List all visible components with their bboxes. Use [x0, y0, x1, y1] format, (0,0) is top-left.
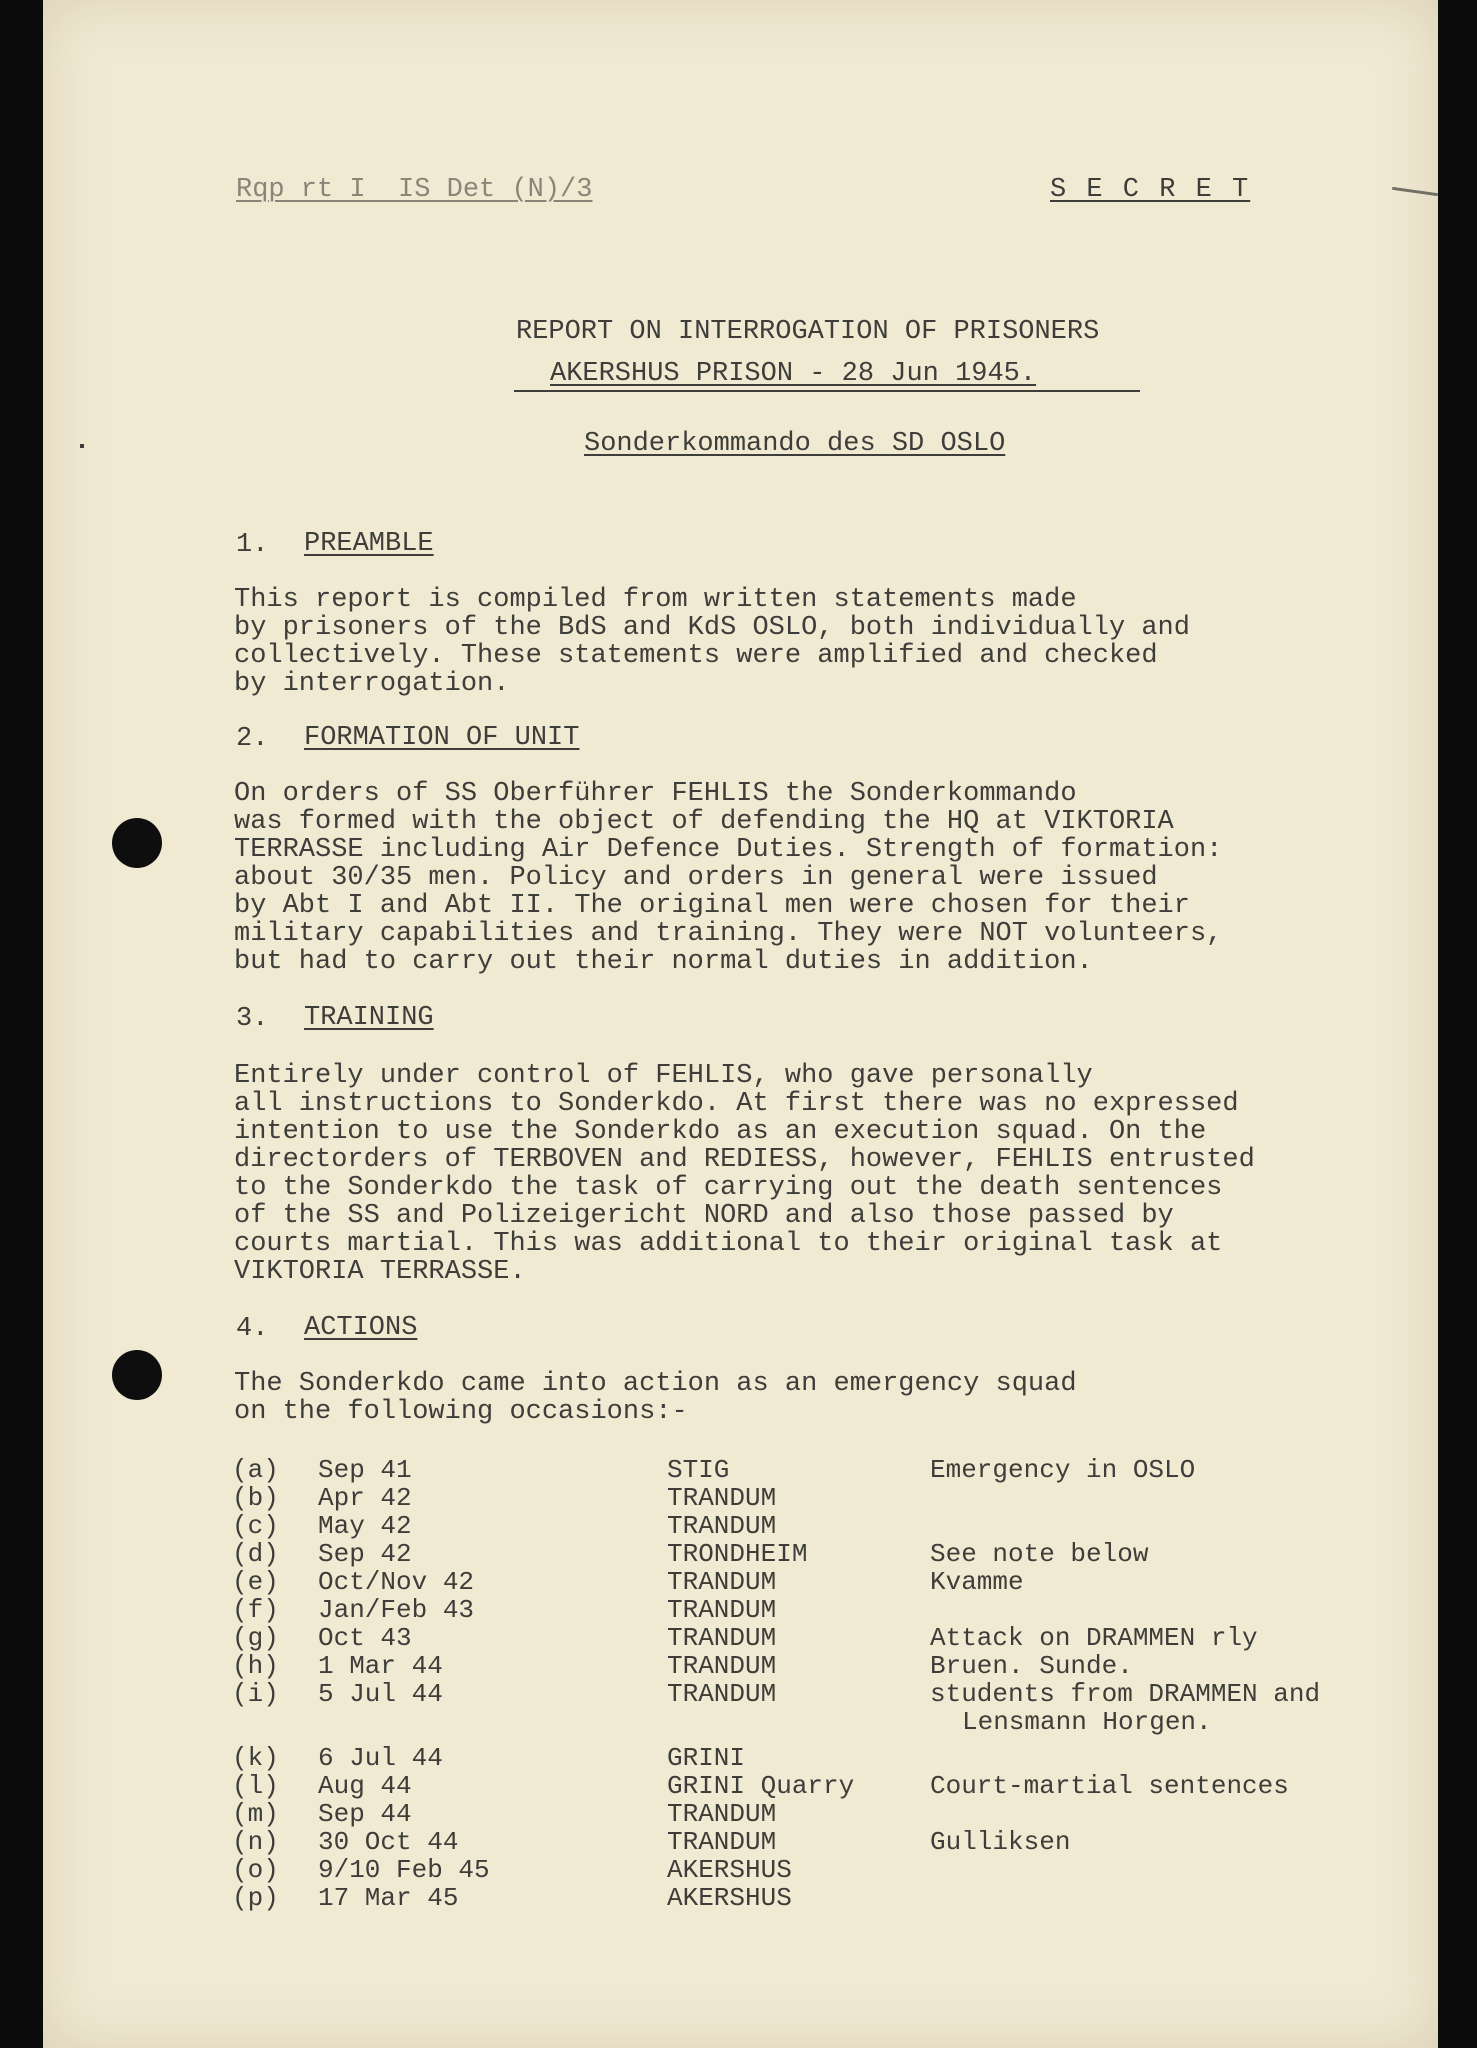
table-row: [0, 1744, 1477, 1772]
row-label: (f): [232, 1595, 279, 1625]
row-place: AKERSHUS: [667, 1855, 792, 1885]
report-reference: Rqp rt I IS Det (N)/3: [236, 175, 593, 205]
row-place: TRANDUM: [667, 1651, 777, 1681]
row-place: STIG: [667, 1455, 730, 1485]
row-note: Gulliksen: [930, 1827, 1071, 1857]
row-date: Oct/Nov 42: [318, 1567, 475, 1597]
row-place: GRINI: [667, 1743, 746, 1773]
table-row: [0, 1772, 1477, 1800]
table-row: [0, 1456, 1477, 1484]
section-heading-preamble: PREAMBLE: [304, 529, 434, 559]
row-date: Aug 44: [318, 1771, 412, 1801]
table-row: [0, 1708, 1477, 1736]
row-date: 1 Mar 44: [318, 1651, 443, 1681]
section-number: 1.: [236, 530, 269, 560]
row-place: TRONDHEIM: [667, 1539, 808, 1569]
row-place: TRANDUM: [667, 1567, 777, 1597]
row-label: (a): [232, 1455, 279, 1485]
row-date: May 42: [318, 1511, 412, 1541]
row-date: 5 Jul 44: [318, 1679, 443, 1709]
section-body-preamble: This report is compiled from written statements made by prisoners of the BdS and KdS OSLO, both individually and collectively. These statements were amplified and checked by interrogation.: [234, 585, 1190, 699]
row-note: See note below: [930, 1539, 1149, 1569]
classification-marking: S E C R E T: [1050, 175, 1251, 205]
row-place: TRANDUM: [667, 1827, 777, 1857]
row-label: (b): [232, 1483, 279, 1513]
punch-hole-top: [112, 818, 162, 868]
row-label: (i): [232, 1679, 279, 1709]
table-row: [0, 1540, 1477, 1568]
row-date: 17 Mar 45: [318, 1883, 459, 1913]
row-label: (e): [232, 1567, 279, 1597]
row-date: Sep 42: [318, 1539, 412, 1569]
row-place: AKERSHUS: [667, 1883, 792, 1913]
row-label: (n): [232, 1827, 279, 1857]
table-row: [0, 1828, 1477, 1856]
row-place: TRANDUM: [667, 1623, 777, 1653]
section-number: 3.: [236, 1004, 269, 1034]
row-date: Oct 43: [318, 1623, 412, 1653]
unit-title: Sonderkommando des SD OSLO: [584, 429, 1006, 459]
row-label: (l): [232, 1771, 279, 1801]
row-label: (o): [232, 1855, 279, 1885]
section-number: 2.: [236, 724, 269, 754]
row-place: TRANDUM: [667, 1679, 777, 1709]
row-date: Sep 41: [318, 1455, 412, 1485]
report-title: REPORT ON INTERROGATION OF PRISONERS: [516, 317, 1100, 347]
table-row: [0, 1512, 1477, 1540]
section-body-actions: The Sonderkdo came into action as an emergency squad on the following occasions:-: [234, 1369, 1077, 1427]
table-row: [0, 1680, 1477, 1708]
row-place: TRANDUM: [667, 1595, 777, 1625]
section-heading-training: TRAINING: [304, 1003, 434, 1033]
row-date: Sep 44: [318, 1799, 412, 1829]
table-row: [0, 1884, 1477, 1912]
row-note: Attack on DRAMMEN rly: [930, 1623, 1258, 1653]
row-place: TRANDUM: [667, 1799, 777, 1829]
row-label: (h): [232, 1651, 279, 1681]
row-label: (d): [232, 1539, 279, 1569]
row-label: (k): [232, 1743, 279, 1773]
table-row: [0, 1800, 1477, 1828]
subtitle-underline: [514, 390, 1140, 392]
row-note-continued: Lensmann Horgen.: [962, 1707, 1212, 1737]
row-label: (p): [232, 1883, 279, 1913]
row-note: Emergency in OSLO: [930, 1455, 1196, 1485]
row-note: Bruen. Sunde.: [930, 1651, 1133, 1681]
row-note: Kvamme: [930, 1567, 1024, 1597]
margin-mark: [80, 444, 84, 448]
row-note: Court-martial sentences: [930, 1771, 1289, 1801]
row-date: Jan/Feb 43: [318, 1595, 475, 1625]
section-body-formation: On orders of SS Oberführer FEHLIS the Sonderkommando was formed with the object of defending the HQ at VIKTORIA TERRASSE including Air Defence Duties. Strength of formation: about 30/35 men. Policy and orders in general were issued by Abt I and Abt II. The original men were chosen for their military capabilities and training. They were NOT volunteers, but had to carry out their normal duties in addition.: [234, 779, 1223, 977]
row-note: students from DRAMMEN and: [930, 1679, 1321, 1709]
table-row: [0, 1484, 1477, 1512]
row-date: 6 Jul 44: [318, 1743, 443, 1773]
row-date: 30 Oct 44: [318, 1827, 459, 1857]
row-place: TRANDUM: [667, 1483, 777, 1513]
report-subtitle: AKERSHUS PRISON - 28 Jun 1945.: [550, 359, 1037, 389]
section-heading-actions: ACTIONS: [304, 1313, 418, 1343]
section-body-training: Entirely under control of FEHLIS, who gave personally all instructions to Sonderkdo. At first there was no expressed intention to use the Sonderkdo as an execution squad. On the directorders of TERBOVEN and REDIESS, however, FEHLIS entrusted to the Sonderkdo the task of carrying out the death sentences of the SS and Polizeigericht NORD and also those passed by courts martial. This was additional to their original task at VIKTORIA TERRASSE.: [234, 1061, 1255, 1287]
row-label: (c): [232, 1511, 279, 1541]
section-heading-formation: FORMATION OF UNIT: [304, 723, 580, 753]
table-row: [0, 1568, 1477, 1596]
table-row: [0, 1652, 1477, 1680]
table-row: [0, 1624, 1477, 1652]
table-row: [0, 1596, 1477, 1624]
section-number: 4.: [236, 1314, 269, 1344]
row-label: (m): [232, 1799, 279, 1829]
row-date: Apr 42: [318, 1483, 412, 1513]
table-row: [0, 1856, 1477, 1884]
row-place: TRANDUM: [667, 1511, 777, 1541]
row-date: 9/10 Feb 45: [318, 1855, 490, 1885]
row-place: GRINI Quarry: [667, 1771, 855, 1801]
row-label: (g): [232, 1623, 279, 1653]
punch-hole-bottom: [112, 1350, 162, 1400]
